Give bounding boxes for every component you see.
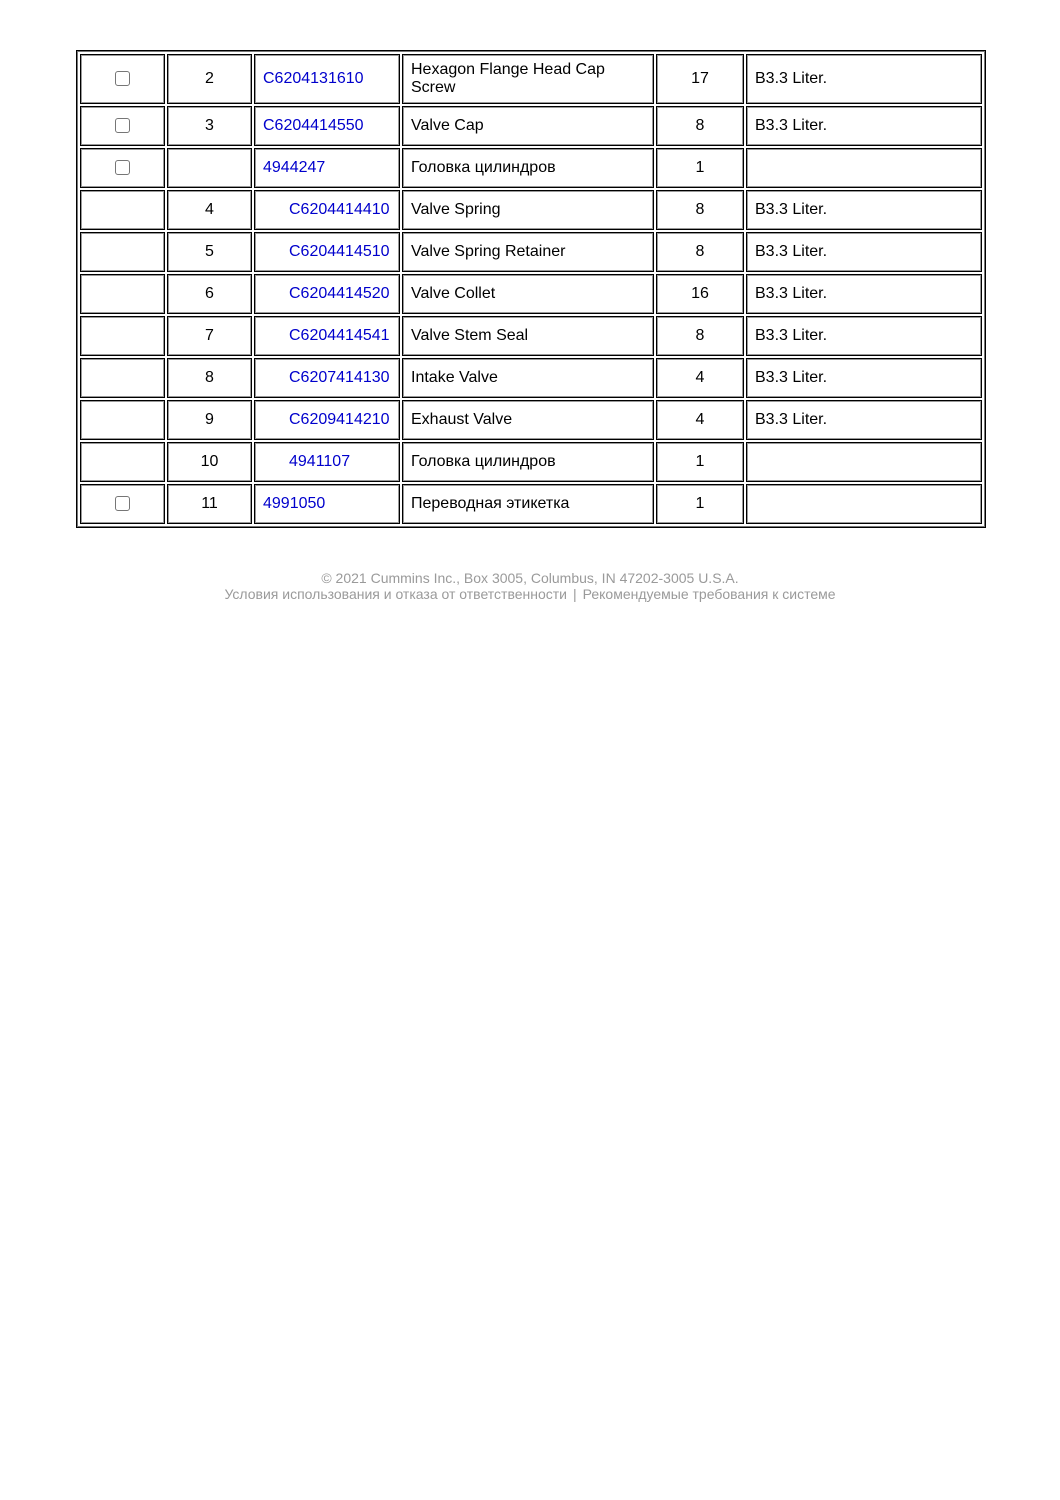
footer-copyright: © 2021 Cummins Inc., Box 3005, Columbus, IN 47202-3005 U.S.A. (321, 570, 739, 586)
part-number-cell (254, 232, 400, 272)
description-cell: Exhaust Valve (402, 400, 654, 440)
select-cell (80, 274, 165, 314)
parts-table (76, 50, 986, 528)
part-number-link[interactable]: 4991050 (263, 495, 326, 512)
description-cell: Переводная этикетка (402, 484, 654, 524)
quantity-cell: 4 (656, 358, 744, 398)
item-number-cell: 4 (167, 190, 252, 230)
quantity-cell: 8 (656, 190, 744, 230)
table-row (80, 54, 982, 104)
quantity-cell: 8 (656, 106, 744, 146)
table-row (80, 274, 982, 314)
description-cell: Valve Spring Retainer (402, 232, 654, 272)
notes-cell: B3.3 Liter. (746, 316, 982, 356)
system-requirements-link[interactable]: Рекомендуемые требования к системе (582, 586, 836, 602)
item-number-cell: 7 (167, 316, 252, 356)
quantity-cell: 1 (656, 484, 744, 524)
notes-cell: B3.3 Liter. (746, 358, 982, 398)
notes-cell (746, 442, 982, 482)
table-row (80, 190, 982, 230)
part-number-cell (254, 484, 400, 524)
item-number-cell (167, 148, 252, 188)
row-select-checkbox[interactable] (115, 160, 130, 175)
quantity-cell: 17 (656, 54, 744, 104)
quantity-cell: 16 (656, 274, 744, 314)
part-number-cell (254, 400, 400, 440)
row-select-checkbox[interactable] (115, 71, 130, 86)
part-number-link[interactable]: C6204414550 (263, 117, 364, 134)
description-cell: Головка цилиндров (402, 442, 654, 482)
description-cell: Valve Collet (402, 274, 654, 314)
notes-cell: B3.3 Liter. (746, 54, 982, 104)
description-cell: Hexagon Flange Head Cap Screw (402, 54, 654, 104)
part-number-link[interactable]: 4941107 (289, 453, 351, 470)
table-row (80, 316, 982, 356)
table-row (80, 358, 982, 398)
part-number-cell (254, 316, 400, 356)
description-cell: Valve Cap (402, 106, 654, 146)
quantity-cell: 4 (656, 400, 744, 440)
notes-cell: B3.3 Liter. (746, 400, 982, 440)
table-row (80, 148, 982, 188)
item-number-cell: 2 (167, 54, 252, 104)
quantity-cell: 8 (656, 232, 744, 272)
part-number-cell (254, 106, 400, 146)
select-cell (80, 484, 165, 524)
part-number-link[interactable]: C6207414130 (289, 369, 390, 386)
part-number-cell (254, 190, 400, 230)
footer-separator: | (573, 586, 577, 602)
description-cell: Valve Spring (402, 190, 654, 230)
parts-table-body (80, 54, 982, 524)
part-number-link[interactable]: C6204414541 (289, 327, 390, 344)
notes-cell: B3.3 Liter. (746, 232, 982, 272)
part-number-cell (254, 274, 400, 314)
part-number-link[interactable]: C6204414510 (289, 243, 390, 260)
footer-links (0, 586, 1060, 602)
notes-cell: B3.3 Liter. (746, 106, 982, 146)
notes-cell: B3.3 Liter. (746, 190, 982, 230)
table-row (80, 442, 982, 482)
item-number-cell: 9 (167, 400, 252, 440)
table-row (80, 106, 982, 146)
select-cell (80, 358, 165, 398)
part-number-link[interactable]: C6204414520 (289, 285, 390, 302)
part-number-link[interactable]: C6209414210 (289, 411, 390, 428)
notes-cell (746, 484, 982, 524)
table-row (80, 484, 982, 524)
part-number-cell (254, 358, 400, 398)
row-select-checkbox[interactable] (115, 496, 130, 511)
description-cell: Intake Valve (402, 358, 654, 398)
part-number-cell (254, 148, 400, 188)
select-cell (80, 148, 165, 188)
select-cell (80, 442, 165, 482)
row-select-checkbox[interactable] (115, 118, 130, 133)
part-number-cell (254, 442, 400, 482)
part-number-link[interactable]: C6204414410 (289, 201, 390, 218)
part-number-cell (254, 54, 400, 104)
notes-cell (746, 148, 982, 188)
table-row (80, 232, 982, 272)
description-cell: Головка цилиндров (402, 148, 654, 188)
item-number-cell: 3 (167, 106, 252, 146)
select-cell (80, 54, 165, 104)
select-cell (80, 106, 165, 146)
table-row (80, 400, 982, 440)
item-number-cell: 6 (167, 274, 252, 314)
quantity-cell: 8 (656, 316, 744, 356)
description-cell: Valve Stem Seal (402, 316, 654, 356)
select-cell (80, 190, 165, 230)
item-number-cell: 5 (167, 232, 252, 272)
item-number-cell: 10 (167, 442, 252, 482)
select-cell (80, 232, 165, 272)
select-cell (80, 316, 165, 356)
item-number-cell: 11 (167, 484, 252, 524)
part-number-link[interactable]: C6204131610 (263, 70, 364, 87)
quantity-cell: 1 (656, 442, 744, 482)
terms-of-use-link[interactable]: Условия использования и отказа от ответственности (224, 586, 567, 602)
select-cell (80, 400, 165, 440)
item-number-cell: 8 (167, 358, 252, 398)
notes-cell: B3.3 Liter. (746, 274, 982, 314)
page-footer (0, 570, 1060, 602)
quantity-cell: 1 (656, 148, 744, 188)
part-number-link[interactable]: 4944247 (263, 159, 326, 176)
